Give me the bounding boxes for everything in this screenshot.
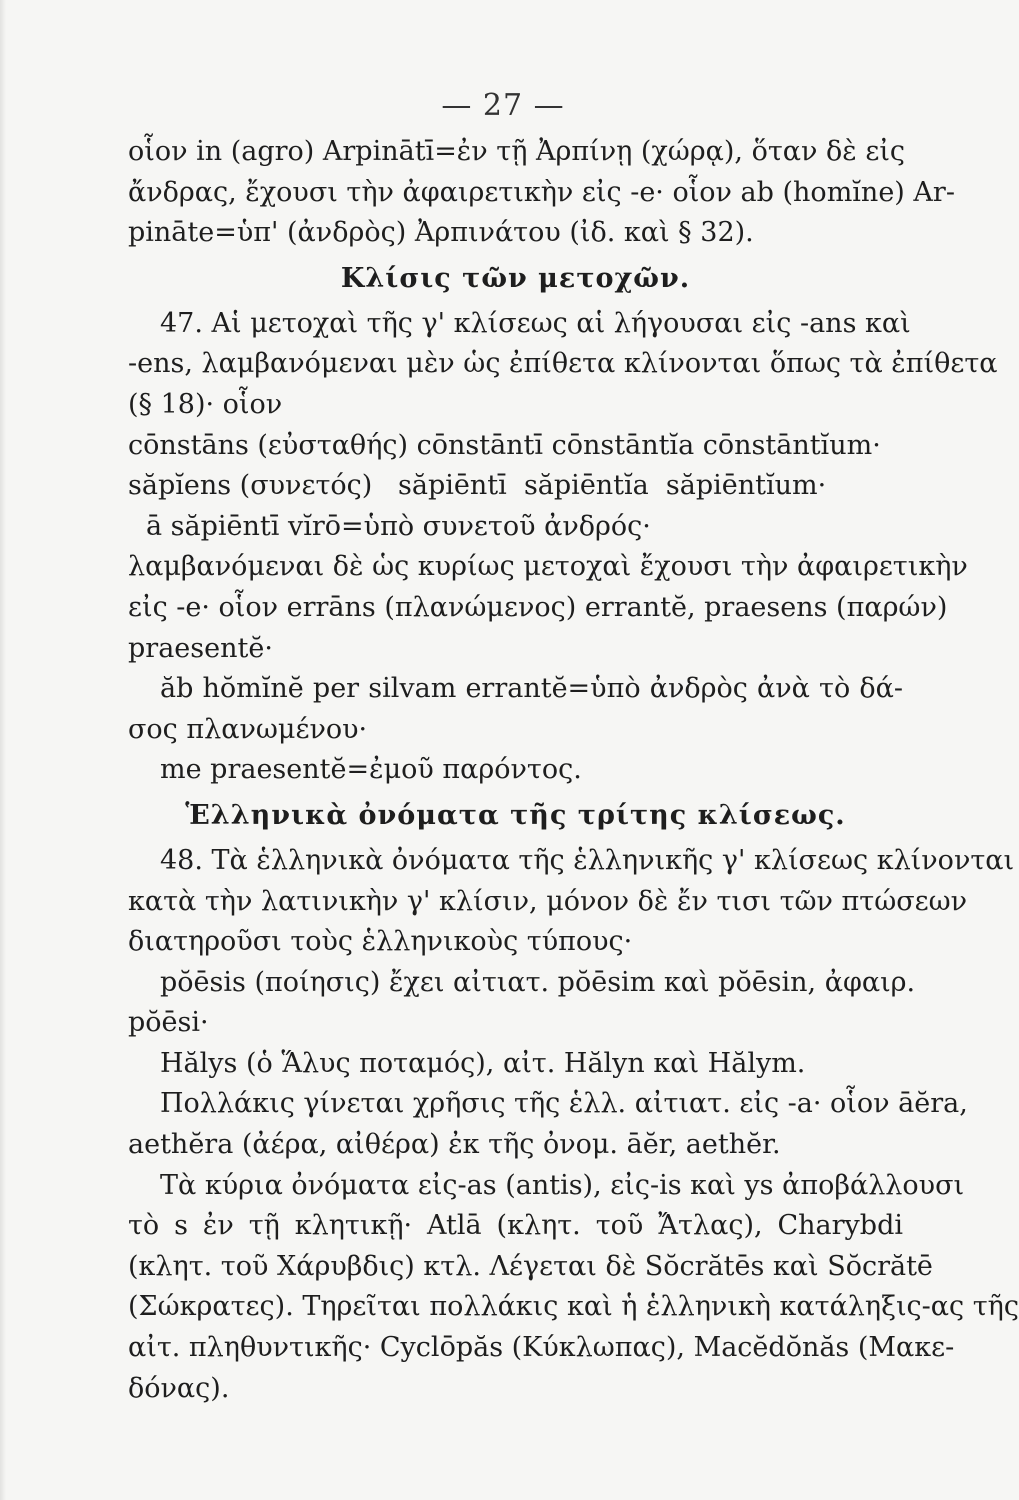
text-line: λαμβανόμεναι δὲ ὡς κυρίως μετοχαὶ ἔχουσι τὴν ἀφαιρετικὴν xyxy=(128,551,968,583)
text-line: διατηροῦσι τοὺς ἑλληνικοὺς τύπους· xyxy=(128,926,633,958)
text-line: (κλητ. τοῦ Χάρυβδις) κτλ. Λέγεται δὲ Sŏcrătēs καὶ Sŏcrătē xyxy=(128,1250,933,1282)
text-line: (Σώκρατες). Τηρεῖται πολλάκις καὶ ἡ ἑλληνικὴ κατάληξις-ας τῆς xyxy=(128,1291,1019,1323)
text-line: κατὰ τὴν λατινικὴν γ' κλίσιν, μόνον δὲ ἔν τισι τῶν πτώσεων xyxy=(128,885,968,917)
text-line: δόνας). xyxy=(128,1372,230,1404)
text-line: σος πλανωμένου· xyxy=(128,713,368,745)
paragraph-start: 47. Αἱ μετοχαὶ τῆς γ' κλίσεως αἱ λήγουσαι εἰς -ans καὶ xyxy=(160,307,911,339)
example-line: ā săpiēntī vĭrō=ὑπὸ συνετοῦ ἀνδρός· xyxy=(146,510,651,542)
example-line: Hălys (ὁ Ἅλυς ποταμός), αἰτ. Hălyn καὶ Hălym. xyxy=(160,1047,806,1079)
paragraph-start: 48. Τὰ ἑλληνικὰ ὀνόματα τῆς ἑλληνικῆς γ' κλίσεως κλίνονται xyxy=(160,844,1015,876)
section-heading: Κλίσις τῶν μετοχῶν. xyxy=(340,262,691,294)
text-line: pŏēsi· xyxy=(128,1007,209,1039)
text-line: αἰτ. πληθυντικῆς· Cyclōpăs (Κύκλωπας), Macĕdŏnăs (Μακε- xyxy=(128,1332,955,1364)
example-line: pŏēsis (ποίησις) ἔχει αἰτιατ. pŏēsim καὶ pŏēsin, ἀφαιρ. xyxy=(160,966,916,998)
paragraph-start: Πολλάκις γίνεται χρῆσις τῆς ἑλλ. αἰτιατ. εἰς -a· οἷον āĕra, xyxy=(160,1088,968,1120)
text-line: aethĕra (ἀέρα, αἰθέρα) ἐκ τῆς ὀνομ. āĕr, aethĕr. xyxy=(128,1129,781,1161)
text-line: εἰς -e· οἷον errāns (πλανώμενος) errantĕ, praesens (παρών) xyxy=(128,591,948,623)
section-heading: Ἑλληνικὰ ὀνόματα τῆς τρίτης κλίσεως. xyxy=(185,799,846,831)
text-line: ἄνδρας, ἔχουσι τὴν ἀφαιρετικὴν εἰς -e· οἷον ab (homĭne) Ar- xyxy=(128,176,955,208)
example-line: cōnstāns (εὐσταθής) cōnstāntī cōnstāntĭa cōnstāntĭum· xyxy=(128,429,881,461)
body-text xyxy=(128,132,1019,1409)
text-line: praesentĕ· xyxy=(128,632,273,664)
example-line: ăb hŏmĭnĕ per silvam errantĕ=ὑπὸ ἀνδρὸς ἀνὰ τὸ δά- xyxy=(160,673,903,705)
text-line: (§ 18)· οἷον xyxy=(128,388,283,420)
text-line: οἷον in (agro) Arpinātī=ἐν τῇ Ἀρπίνῃ (χώρᾳ), ὅταν δὲ εἰς xyxy=(128,136,906,167)
paragraph-start: Τὰ κύρια ὀνόματα εἰς-as (antis), εἰς-is καὶ ys ἀποβάλλουσι xyxy=(160,1169,965,1201)
text-line: τὸ s ἐν τῇ κλητικῇ· Atlā (κλητ. τοῦ Ἄτλας), Charybdi xyxy=(128,1210,903,1242)
text-line: -ens, λαμβανόμεναι μὲν ὡς ἐπίθετα κλίνονται ὅπως τὰ ἐπίθετα xyxy=(128,348,998,380)
page-number: — 27 — xyxy=(441,88,565,123)
example-line: me praesentĕ=ἐμοῦ παρόντος. xyxy=(160,754,582,786)
text-line: pināte=ὑπ' (ἀνδρὸς) Ἀρπινάτου (ἰδ. καὶ § 32). xyxy=(128,217,754,249)
page-edge-shadow xyxy=(0,0,6,1500)
example-line: săpĭens (συνετός) săpiēntī săpiēntĭa săpiēntĭum· xyxy=(128,470,827,502)
